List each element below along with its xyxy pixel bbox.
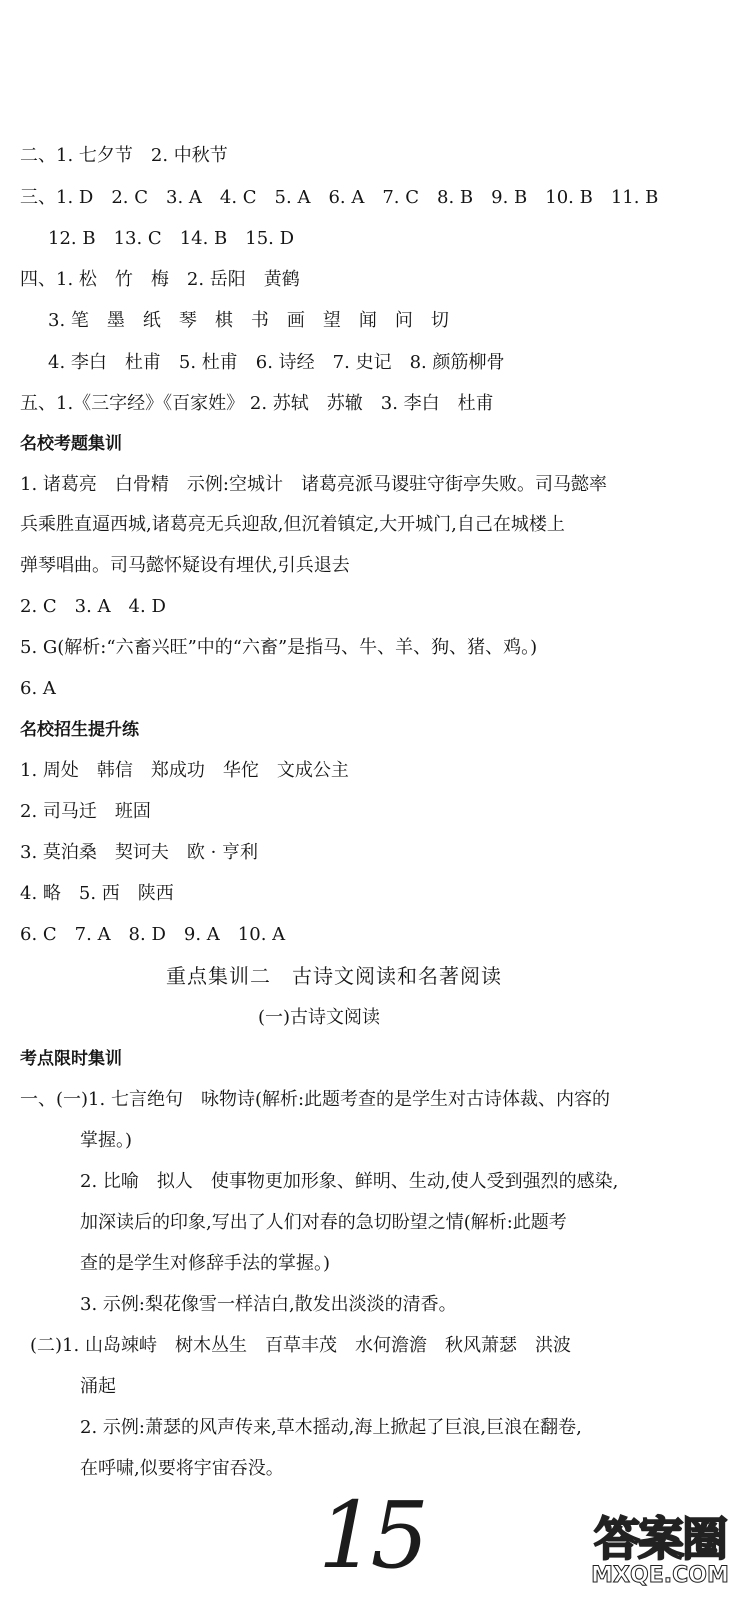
section-heading: 名校招生提升练 bbox=[20, 720, 139, 740]
answer-line: (二)1. 山岛竦峙 树木丛生 百草丰茂 水何澹澹 秋风萧瑟 洪波 bbox=[30, 1335, 571, 1356]
answer-line: 查的是学生对修辞手法的掌握。) bbox=[80, 1253, 331, 1274]
chapter-title: 重点集训二 古诗文阅读和名著阅读 bbox=[166, 964, 502, 988]
answer-line: 弹琴唱曲。司马懿怀疑设有埋伏,引兵退去 bbox=[20, 555, 350, 576]
watermark-text: 答案圈 bbox=[594, 1512, 726, 1566]
answer-line: 3. 笔 墨 纸 琴 棋 书 画 望 闻 问 切 bbox=[48, 310, 449, 331]
answer-line: 加深读后的印象,写出了人们对春的急切盼望之情(解析:此题考 bbox=[80, 1212, 567, 1233]
answer-line: 兵乘胜直逼西城,诸葛亮无兵迎敌,但沉着镇定,大开城门,自己在城楼上 bbox=[20, 514, 565, 535]
answer-line: 一、(一)1. 七言绝句 咏物诗(解析:此题考查的是学生对古诗体裁、内容的 bbox=[20, 1089, 611, 1110]
answer-line: 12. B 13. C 14. B 15. D bbox=[48, 228, 295, 249]
answer-line: 2. C 3. A 4. D bbox=[20, 596, 166, 617]
watermark-logo bbox=[590, 1510, 730, 1590]
answer-line: 三、1. D 2. C 3. A 4. C 5. A 6. A 7. C 8. B 9. B 10. B 11. B bbox=[20, 187, 659, 208]
answer-line: 2. 司马迁 班固 bbox=[20, 801, 151, 822]
answer-line: 在呼啸,似要将宇宙吞没。 bbox=[80, 1458, 284, 1479]
handwritten-page-number: 15 bbox=[318, 1482, 424, 1589]
answer-line: 3. 莫泊桑 契诃夫 欧 · 亨利 bbox=[20, 842, 259, 863]
answer-line: 二、1. 七夕节 2. 中秋节 bbox=[20, 145, 228, 166]
answer-line: 6. C 7. A 8. D 9. A 10. A bbox=[20, 924, 286, 945]
answer-line: 2. 比喻 拟人 使事物更加形象、鲜明、生动,使人受到强烈的感染, bbox=[80, 1171, 619, 1192]
answer-line: 四、1. 松 竹 梅 2. 岳阳 黄鹤 bbox=[20, 269, 300, 290]
watermark-url: MXQE.COM bbox=[591, 1563, 729, 1588]
answer-line: 5. G(解析:“六畜兴旺”中的“六畜”是指马、牛、羊、狗、猪、鸡。) bbox=[20, 637, 538, 658]
answer-line: 五、1.《三字经》《百家姓》 2. 苏轼 苏辙 3. 李白 杜甫 bbox=[20, 393, 494, 414]
answer-line: 2. 示例:萧瑟的风声传来,草木摇动,海上掀起了巨浪,巨浪在翻卷, bbox=[80, 1417, 582, 1438]
section-heading: 名校考题集训 bbox=[20, 434, 122, 454]
answer-line: 4. 李白 杜甫 5. 杜甫 6. 诗经 7. 史记 8. 颜筋柳骨 bbox=[48, 352, 505, 373]
answer-line: 1. 周处 韩信 郑成功 华佗 文成公主 bbox=[20, 760, 349, 781]
section-heading: 考点限时集训 bbox=[20, 1049, 122, 1069]
answer-line: 6. A bbox=[20, 678, 56, 699]
answer-line: 3. 示例:梨花像雪一样洁白,散发出淡淡的清香。 bbox=[80, 1294, 457, 1315]
chapter-subtitle: (一)古诗文阅读 bbox=[258, 1007, 381, 1028]
answer-line: 掌握。) bbox=[80, 1130, 133, 1151]
answer-line: 4. 略 5. 西 陕西 bbox=[20, 883, 174, 904]
answer-line: 1. 诸葛亮 白骨精 示例:空城计 诸葛亮派马谡驻守街亭失败。司马懿率 bbox=[20, 474, 607, 495]
answer-line: 涌起 bbox=[80, 1376, 116, 1397]
